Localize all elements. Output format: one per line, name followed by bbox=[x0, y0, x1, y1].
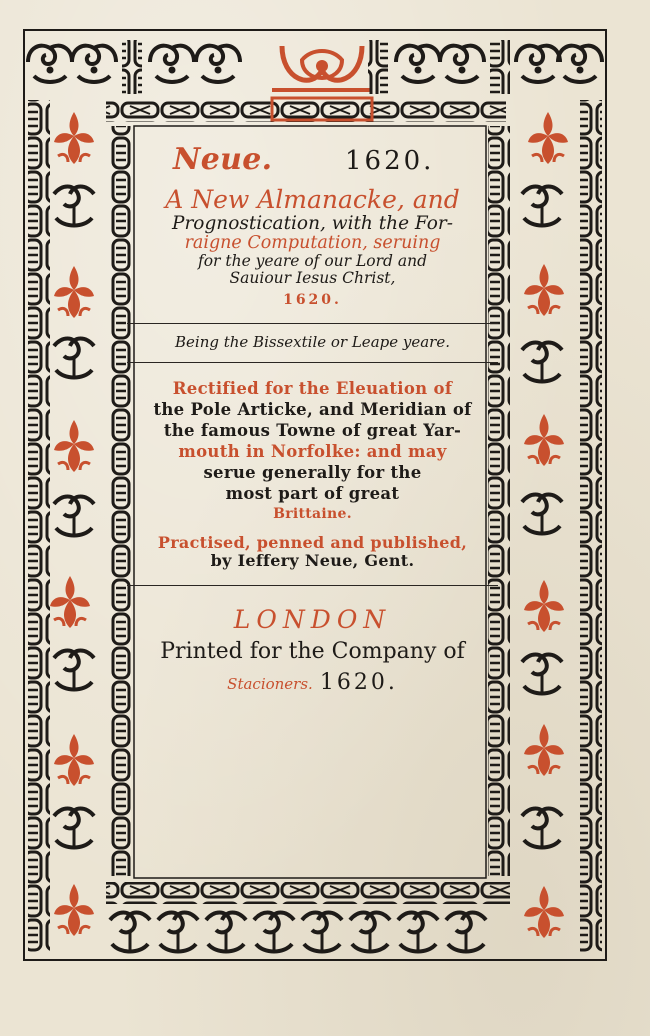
rule-middle bbox=[127, 362, 498, 363]
right-ornament-column bbox=[522, 112, 568, 938]
author-line: by Ieffery Neue, Gent. bbox=[210, 550, 415, 570]
rectified-line-4: mouth in Norfolke: and may bbox=[178, 441, 447, 461]
right-outer-chain bbox=[580, 100, 602, 952]
top-ornament-band bbox=[28, 40, 602, 94]
title-line-4: for the yeare of our Lord and bbox=[197, 252, 428, 271]
bottom-chain-band bbox=[106, 882, 510, 904]
imprint-london: LONDON bbox=[233, 605, 392, 635]
rectified-line-3: the famous Towne of great Yar- bbox=[163, 420, 462, 440]
practised-line: Practised, penned and published, bbox=[157, 533, 468, 553]
rectified-line-2: the Pole Articke, and Meridian of bbox=[153, 400, 472, 420]
rectified-line-1: Rectified for the Eleuation of bbox=[172, 379, 453, 399]
title-line-5: Sauiour Iesus Christ, bbox=[229, 269, 396, 288]
imprint-stationers: Stacioners. bbox=[227, 675, 313, 694]
imprint-year: 1620. bbox=[319, 670, 398, 696]
imprint-printed-for: Printed for the Company of bbox=[160, 638, 465, 664]
rectified-line-6: most part of great bbox=[225, 483, 400, 503]
left-ornament-column bbox=[50, 112, 94, 936]
title-line-year: 1620. bbox=[283, 292, 342, 309]
rectified-line-7: Brittaine. bbox=[273, 505, 352, 522]
left-inner-chain bbox=[110, 126, 132, 876]
rule-bottom bbox=[127, 585, 498, 586]
rule-top bbox=[127, 323, 498, 324]
left-outer-chain bbox=[28, 100, 50, 952]
bissextile-line: Being the Bissextile or Leape yeare. bbox=[175, 332, 450, 351]
title-line-2: Prognostication, with the For- bbox=[172, 212, 453, 234]
year-heading: 1620. bbox=[345, 146, 435, 176]
title-text-block bbox=[135, 140, 490, 695]
neue-heading: Neue. bbox=[173, 142, 273, 177]
bottom-ornament-band bbox=[110, 913, 486, 952]
rectified-line-5: serue generally for the bbox=[203, 462, 422, 482]
title-line-1: A New Almanacke, and bbox=[165, 185, 460, 214]
right-inner-chain bbox=[488, 126, 510, 876]
title-line-3: raigne Computation, seruing bbox=[184, 232, 441, 253]
